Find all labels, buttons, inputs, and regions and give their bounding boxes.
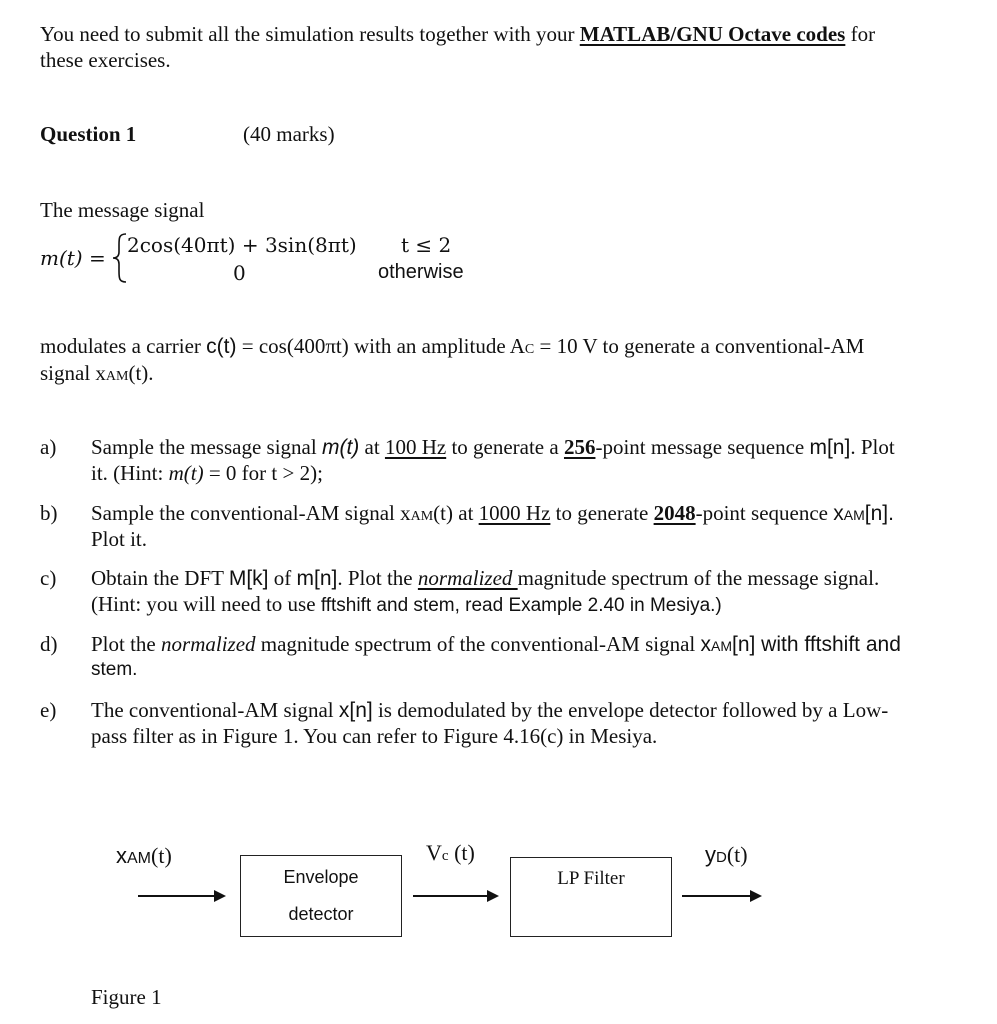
symbol-mn: m[n] bbox=[809, 436, 851, 459]
figure-caption: Figure 1 bbox=[91, 985, 162, 1009]
am-subscript: AM bbox=[843, 507, 865, 523]
hint-functions: fftshift and stem, read Example 2.40 in Mesiya.) bbox=[320, 595, 722, 616]
mid-argument: (t) bbox=[448, 840, 475, 865]
symbol-mt: m(t) bbox=[321, 436, 360, 459]
symbol-mn: m[n] bbox=[296, 567, 338, 590]
item-text: The conventional-AM signal bbox=[91, 698, 339, 722]
carrier-symbol: c(t) bbox=[206, 335, 237, 358]
input-argument: (t) bbox=[151, 843, 172, 868]
am-subscript: AM bbox=[410, 509, 434, 524]
mid-subscript: c bbox=[441, 848, 449, 864]
item-d-label: d) bbox=[40, 632, 58, 656]
item-c-label: c) bbox=[40, 566, 57, 590]
input-arrow bbox=[138, 895, 224, 897]
item-text: to generate a bbox=[446, 435, 564, 459]
output-argument: (t) bbox=[726, 842, 748, 867]
matlab-octave-emphasis: MATLAB/GNU Octave codes bbox=[579, 22, 846, 46]
input-subscript: AM bbox=[127, 850, 151, 867]
question-title: Question 1 bbox=[40, 122, 137, 146]
item-text: at bbox=[359, 435, 385, 459]
intro-line-2: these exercises. bbox=[40, 48, 171, 72]
carrier-text: modulates a carrier bbox=[40, 334, 207, 358]
case1-expression: 2cos(40πt) + 3sin(8πt) bbox=[127, 233, 357, 257]
envelope-detector-label-2: detector bbox=[288, 904, 354, 924]
symbol-xn: x[n] bbox=[338, 699, 373, 722]
output-symbol: y bbox=[705, 842, 716, 867]
item-text: it. (Hint: bbox=[91, 461, 169, 485]
item-text: is demodulated by the envelope detector followed by a Low- bbox=[372, 698, 889, 722]
envelope-detector-block bbox=[240, 855, 402, 937]
lp-filter-block bbox=[510, 857, 672, 937]
carrier-text: = cos(400πt) with an amplitude A bbox=[236, 334, 525, 358]
input-symbol: x bbox=[116, 843, 127, 868]
symbol-x: x bbox=[833, 502, 844, 525]
middle-arrow bbox=[413, 895, 497, 897]
case1-condition: t ≤ 2 bbox=[401, 233, 452, 257]
carrier-text: = 10 V to generate a conventional-AM bbox=[534, 334, 865, 358]
diagram-input-label bbox=[116, 843, 172, 869]
points-256: 256 bbox=[563, 435, 596, 459]
item-b-line-2: Plot it. bbox=[91, 527, 148, 551]
case2-condition: otherwise bbox=[378, 261, 464, 283]
case2-expression: 0 bbox=[233, 261, 246, 285]
carrier-text: signal x bbox=[40, 361, 106, 385]
carrier-text: (t). bbox=[128, 361, 154, 385]
item-text: Sample the conventional-AM signal x bbox=[91, 501, 411, 525]
envelope-detector-label-1: Envelope bbox=[283, 867, 359, 887]
item-e-label: e) bbox=[40, 698, 57, 722]
sampling-rate-100hz: 100 Hz bbox=[384, 435, 447, 459]
item-c-line-1 bbox=[91, 565, 879, 592]
item-text: -point sequence bbox=[695, 501, 834, 525]
output-arrow bbox=[682, 895, 760, 897]
item-text: Obtain the DFT bbox=[91, 566, 229, 590]
sampling-rate-1000hz: 1000 Hz bbox=[478, 501, 551, 525]
carrier-line-2 bbox=[40, 360, 154, 390]
item-text: Sample the message signal bbox=[91, 435, 322, 459]
intro-text: You need to submit all the simulation results together with your bbox=[40, 22, 580, 46]
item-text: magnitude spectrum of the message signal. bbox=[517, 566, 880, 590]
item-d-line-1 bbox=[91, 631, 901, 659]
normalized-emphasis: normalized bbox=[161, 632, 256, 656]
item-d-line-2: stem. bbox=[91, 659, 138, 680]
item-text: . Plot the bbox=[337, 566, 418, 590]
am-subscript: AM bbox=[105, 369, 129, 384]
normalized-emphasis: normalized bbox=[417, 566, 518, 590]
question-marks: (40 marks) bbox=[243, 122, 335, 146]
item-e-line-2: pass filter as in Figure 1. You can refer to Figure 4.16(c) in Mesiya. bbox=[91, 724, 658, 748]
message-heading: The message signal bbox=[40, 198, 205, 222]
output-subscript: D bbox=[716, 849, 727, 866]
symbol-mt: m(t) bbox=[168, 461, 204, 485]
item-text: . Plot bbox=[850, 435, 895, 459]
item-a-line-2 bbox=[91, 460, 323, 486]
item-a-line-1 bbox=[91, 434, 895, 461]
am-subscript: AM bbox=[711, 638, 732, 654]
carrier-line-1 bbox=[40, 333, 864, 363]
diagram-mid-label bbox=[426, 840, 475, 866]
item-a-label: a) bbox=[40, 435, 57, 459]
item-text: [n] with fftshift and bbox=[732, 633, 901, 656]
item-text: of bbox=[268, 566, 297, 590]
intro-text-end: for bbox=[845, 22, 876, 46]
symbol-mk: M[k] bbox=[228, 567, 269, 590]
item-e-line-1 bbox=[91, 697, 888, 724]
amplitude-subscript: C bbox=[524, 342, 535, 357]
diagram-output-label bbox=[705, 842, 748, 868]
item-text: to generate bbox=[550, 501, 654, 525]
item-text: Plot the bbox=[91, 632, 162, 656]
item-b-line-1 bbox=[91, 500, 894, 530]
item-text: = 0 for t > 2); bbox=[203, 461, 323, 485]
item-text: (t) at bbox=[433, 501, 479, 525]
item-text: magnitude spectrum of the conventional-AM signal bbox=[255, 632, 701, 656]
symbol-index: [n]. bbox=[864, 502, 894, 525]
item-text: -point message sequence bbox=[595, 435, 810, 459]
points-2048: 2048 bbox=[653, 501, 696, 525]
item-c-line-2 bbox=[91, 591, 722, 619]
lp-filter-label: LP Filter bbox=[557, 868, 625, 889]
message-lhs: m(t) = bbox=[40, 246, 106, 270]
mid-symbol: V bbox=[426, 840, 442, 865]
item-text: (Hint: you will need to use bbox=[91, 592, 321, 616]
symbol-x: x bbox=[700, 633, 711, 656]
item-b-label: b) bbox=[40, 501, 58, 525]
intro-line-1 bbox=[40, 21, 875, 47]
